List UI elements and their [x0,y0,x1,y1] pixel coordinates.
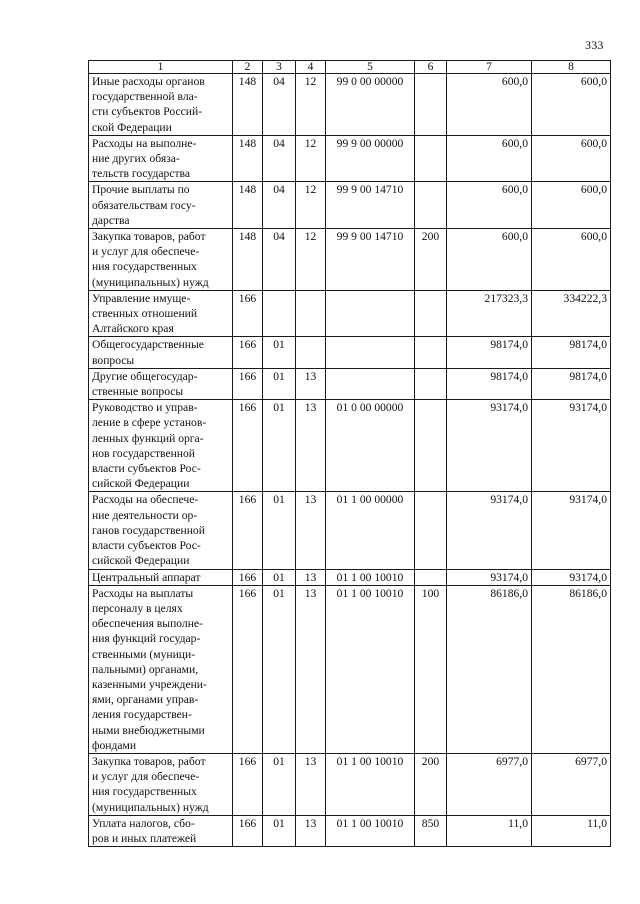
cell-admin-code: 166 [233,492,263,569]
column-header: 1 [89,61,233,74]
item-name-line: Прочие выплаты по [92,183,190,197]
cell-expense-type: 100 [415,585,447,753]
cell-amount-col8: 6977,0 [532,753,611,815]
cell-target-article [326,337,415,368]
cell-expense-type [415,135,447,182]
column-header: 3 [263,61,296,74]
cell-amount-col8: 93174,0 [532,492,611,569]
table-row [89,337,611,368]
item-name-line: казенными учреждени- [92,677,207,691]
cell-amount-col7: 93174,0 [447,569,532,585]
cell-amount-col7: 93174,0 [447,492,532,569]
table-row [89,290,611,337]
cell-admin-code: 166 [233,400,263,492]
cell-subsection-code: 13 [296,400,326,492]
cell-admin-code: 148 [233,74,263,136]
cell-target-article [326,368,415,399]
cell-admin-code: 166 [233,290,263,337]
cell-amount-col7: 98174,0 [447,368,532,399]
item-name-line: ление в сфере установ- [92,416,207,430]
table-row [89,229,611,291]
cell-amount-col8: 86186,0 [532,585,611,753]
item-name-line: ственными (муници- [92,647,196,661]
cell-admin-code: 166 [233,569,263,585]
column-header: 8 [532,61,611,74]
cell-expense-type [415,290,447,337]
cell-subsection-code: 12 [296,182,326,229]
item-name-line: ственных отношений [92,307,198,321]
cell-subsection-code: 12 [296,229,326,291]
table-row [89,585,611,753]
item-name-line: Иные расходы органов [92,75,205,88]
table-row [89,492,611,569]
cell-target-article: 01 1 00 10010 [326,585,415,753]
cell-target-article [326,290,415,337]
item-name-line: ров и иных платежей [92,831,197,845]
cell-amount-col7: 93174,0 [447,400,532,492]
table-row [89,569,611,585]
cell-section-code: 01 [263,815,296,846]
cell-admin-code: 166 [233,815,263,846]
item-name-line: ния государственных [92,785,197,799]
cell-section-code: 01 [263,753,296,815]
cell-amount-col7: 600,0 [447,135,532,182]
item-name-line: ственные вопросы [92,385,184,399]
item-name-line: и услуг для обеспече- [92,245,200,259]
item-name-line: нов государственной [92,446,196,460]
item-name-line: ния государственных [92,260,197,274]
cell-section-code: 04 [263,229,296,291]
cell-amount-col7: 217323,3 [447,290,532,337]
table-row [89,400,611,492]
cell-subsection-code [296,290,326,337]
item-name-line: Закупка товаров, работ [92,230,206,244]
cell-subsection-code: 12 [296,135,326,182]
column-header: 6 [415,61,447,74]
item-name-line: ние деятельности ор- [92,508,198,522]
item-name-line: ганов государственной [92,523,205,537]
item-name-line: Расходы на выполне- [92,136,197,150]
column-header: 7 [447,61,532,74]
cell-item-name [89,753,233,815]
item-name-line: ской Федерации [92,120,172,134]
cell-section-code: 01 [263,585,296,753]
item-name-line: тельств государства [92,167,191,181]
column-header: 5 [326,61,415,74]
cell-amount-col8: 600,0 [532,135,611,182]
item-name-line: дарства [92,213,130,227]
item-name-line: (муниципальных) нужд [92,800,209,814]
item-name-line: ленных функций орга- [92,431,204,445]
cell-item-name [89,229,233,291]
cell-item-name [89,74,233,136]
cell-subsection-code: 13 [296,492,326,569]
cell-amount-col8: 98174,0 [532,368,611,399]
cell-subsection-code: 13 [296,368,326,399]
cell-amount-col7: 86186,0 [447,585,532,753]
cell-admin-code: 166 [233,753,263,815]
cell-amount-col8: 93174,0 [532,400,611,492]
table-header-row [89,61,611,74]
cell-expense-type: 200 [415,753,447,815]
cell-subsection-code: 13 [296,569,326,585]
item-name-line: Другие общегосудар- [92,369,198,383]
cell-admin-code: 166 [233,368,263,399]
item-name-line: ными внебюджетными [92,723,205,737]
cell-target-article: 99 9 00 14710 [326,182,415,229]
item-name-line: Расходы на обеспече- [92,493,199,507]
cell-item-name [89,569,233,585]
cell-expense-type: 200 [415,229,447,291]
item-name-line: Алтайского края [92,322,174,336]
cell-item-name [89,815,233,846]
item-name-line: Центральный аппарат [92,570,201,584]
cell-expense-type [415,182,447,229]
cell-expense-type [415,492,447,569]
cell-item-name [89,337,233,368]
item-name-line: Расходы на выплаты [92,586,194,600]
cell-section-code: 01 [263,400,296,492]
cell-amount-col8: 600,0 [532,74,611,136]
item-name-line: власти субъектов Рос- [92,462,201,476]
item-name-line: фондами [92,738,137,752]
cell-amount-col8: 11,0 [532,815,611,846]
cell-expense-type [415,400,447,492]
cell-item-name [89,182,233,229]
cell-item-name [89,135,233,182]
cell-amount-col8: 98174,0 [532,337,611,368]
item-name-line: Закупка товаров, работ [92,754,206,768]
item-name-line: обязательствам госу- [92,198,196,212]
cell-amount-col8: 334222,3 [532,290,611,337]
cell-expense-type [415,368,447,399]
cell-admin-code: 166 [233,337,263,368]
item-name-line: сти субъектов Россий- [92,105,203,119]
item-name-line: сийской Федерации [92,477,190,491]
item-name-line: Руководство и управ- [92,401,198,415]
cell-section-code [263,290,296,337]
item-name-line: пальными) органами, [92,662,199,676]
cell-target-article: 01 1 00 10010 [326,815,415,846]
cell-amount-col8: 93174,0 [532,569,611,585]
cell-admin-code: 166 [233,585,263,753]
item-name-line: сийской Федерации [92,554,190,568]
table-row [89,368,611,399]
item-name-line: ния функций государ- [92,632,201,646]
cell-admin-code: 148 [233,182,263,229]
cell-target-article: 01 1 00 10010 [326,569,415,585]
cell-subsection-code [296,337,326,368]
item-name-line: и услуг для обеспече- [92,770,200,784]
cell-target-article: 99 9 00 14710 [326,229,415,291]
cell-admin-code: 148 [233,229,263,291]
cell-target-article: 01 1 00 00000 [326,492,415,569]
cell-item-name [89,492,233,569]
cell-item-name [89,585,233,753]
cell-amount-col8: 600,0 [532,182,611,229]
cell-expense-type: 850 [415,815,447,846]
cell-section-code: 01 [263,368,296,399]
cell-amount-col7: 600,0 [447,229,532,291]
table-row [89,815,611,846]
item-name-line: ления государствен- [92,708,192,722]
cell-amount-col7: 98174,0 [447,337,532,368]
column-header: 4 [296,61,326,74]
table-row [89,74,611,136]
table-row [89,135,611,182]
item-name-line: Уплата налогов, сбо- [92,816,195,830]
column-header: 2 [233,61,263,74]
item-name-line: ние других обяза- [92,152,180,166]
cell-section-code: 01 [263,337,296,368]
cell-section-code: 01 [263,569,296,585]
cell-item-name [89,368,233,399]
cell-amount-col7: 11,0 [447,815,532,846]
table-row [89,182,611,229]
cell-subsection-code: 13 [296,815,326,846]
cell-item-name [89,400,233,492]
cell-item-name [89,290,233,337]
cell-target-article: 01 0 00 00000 [326,400,415,492]
item-name-line: ями, органами управ- [92,693,199,707]
cell-target-article: 99 0 00 00000 [326,74,415,136]
cell-amount-col8: 600,0 [532,229,611,291]
cell-expense-type [415,74,447,136]
item-name-line: Управление имуще- [92,291,191,305]
cell-subsection-code: 13 [296,585,326,753]
item-name-line: вопросы [92,353,135,367]
budget-table [88,60,611,847]
cell-amount-col7: 6977,0 [447,753,532,815]
cell-subsection-code: 12 [296,74,326,136]
item-name-line: (муниципальных) нужд [92,275,209,289]
cell-target-article: 99 9 00 00000 [326,135,415,182]
item-name-line: обеспечения выполне- [92,617,203,631]
cell-subsection-code: 13 [296,753,326,815]
cell-section-code: 04 [263,74,296,136]
item-name-line: государственной вла- [92,90,198,104]
cell-amount-col7: 600,0 [447,74,532,136]
cell-section-code: 04 [263,135,296,182]
cell-admin-code: 148 [233,135,263,182]
table-body [89,74,611,847]
cell-target-article: 01 1 00 10010 [326,753,415,815]
cell-expense-type [415,569,447,585]
item-name-line: Общегосударственные [92,338,204,352]
table-row [89,753,611,815]
page-number: 333 [585,38,604,52]
cell-section-code: 04 [263,182,296,229]
cell-section-code: 01 [263,492,296,569]
item-name-line: персоналу в целях [92,601,183,615]
cell-expense-type [415,337,447,368]
cell-amount-col7: 600,0 [447,182,532,229]
item-name-line: власти субъектов Рос- [92,539,201,553]
